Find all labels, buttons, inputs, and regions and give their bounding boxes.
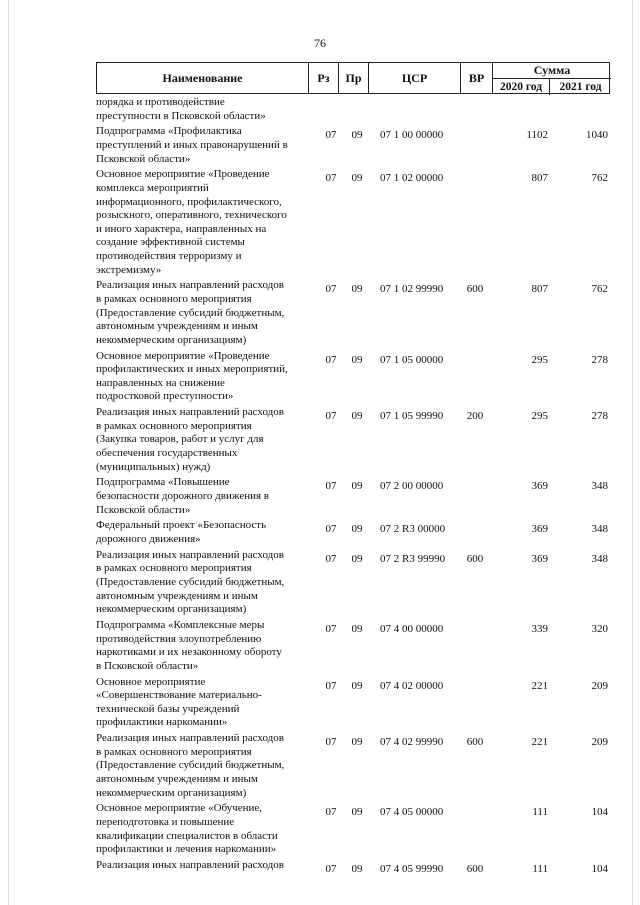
row-csr: 07 4 05 00000 [380, 806, 444, 819]
row-sum-2020: 1102 [526, 129, 548, 142]
row-name-line: в рамках основного мероприятия [96, 292, 252, 305]
row-name-line: подростковой преступности» [96, 390, 234, 403]
row-sum-2021: 278 [591, 410, 608, 423]
row-pr: 09 [351, 129, 363, 142]
row-rz: 07 [325, 552, 337, 565]
row-name-line: в Псковской области» [96, 659, 199, 672]
row-sum-2020: 339 [531, 623, 548, 635]
row-sum-2020: 111 [532, 806, 548, 819]
row-sum-2020: 111 [532, 863, 548, 875]
row-name-line: противодействия терроризму и [96, 249, 242, 262]
row-name-line: порядка и противодействие [96, 96, 225, 108]
row-name-line: квалификации специалистов в области [96, 829, 278, 842]
row-name-line: Реализация иных направлений расходов [96, 279, 284, 292]
row-rz: 07 [325, 353, 337, 366]
row-pr: 09 [351, 552, 363, 565]
header-csr: ЦСР [369, 63, 461, 93]
page-number: 76 [314, 36, 326, 50]
row-name-line: Подпрограмма «Повышение [96, 476, 230, 489]
row-sum-2020: 295 [531, 410, 548, 423]
row-name-line: автономным учреждениям и иным [96, 320, 258, 333]
row-sum-2021: 320 [591, 623, 608, 635]
row-name-line: (Предоставление субсидий бюджетным, [96, 575, 285, 588]
row-name-line: Псковской области» [96, 152, 191, 165]
row-sum-2020: 295 [531, 353, 548, 366]
row-csr: 07 2 R3 00000 [380, 523, 446, 536]
row-sum-2021: 348 [591, 480, 608, 493]
row-rz: 07 [325, 129, 337, 142]
row-pr: 09 [351, 283, 363, 296]
header-year-2020: 2020 год [493, 79, 550, 95]
row-pr: 09 [351, 623, 363, 635]
row-vr: 600 [466, 863, 484, 875]
row-name-line: дорожного движения» [96, 532, 201, 545]
header-sum: Сумма [493, 63, 611, 79]
row-pr: 09 [351, 736, 363, 749]
row-name-line: Реализация иных направлений расходов [96, 732, 284, 745]
row-rz: 07 [325, 410, 337, 423]
row-rz: 07 [325, 806, 337, 819]
row-name-line: (муниципальных) нужд) [96, 460, 211, 473]
row-name-line: Реализация иных направлений расходов [96, 859, 284, 871]
row-rz: 07 [325, 863, 337, 875]
row-name-line: безопасности дорожного движения в [96, 489, 269, 502]
row-name-line: противодействия злоупотреблению [96, 632, 262, 645]
row-sum-2021: 762 [591, 283, 608, 296]
row-vr: 600 [466, 552, 484, 565]
row-sum-2020: 221 [531, 679, 548, 692]
row-sum-2021: 1040 [586, 129, 608, 142]
row-name-line: розыскного, оперативного, технического [96, 209, 287, 222]
row-pr: 09 [351, 480, 363, 493]
row-sum-2021: 348 [591, 552, 608, 565]
row-name-line: Реализация иных направлений расходов [96, 548, 284, 561]
row-name-line: профилактики наркомании» [96, 716, 228, 729]
row-csr: 07 4 00 00000 [380, 623, 444, 635]
row-name-line: Федеральный проект «Безопасность [96, 519, 267, 532]
row-sum-2021: 348 [591, 523, 608, 536]
header-year-2021: 2021 год [559, 81, 602, 93]
row-name-line: некоммерческим организациям) [96, 786, 247, 799]
row-name-line: технической базы учреждений [96, 702, 240, 715]
header-pr: Пр [339, 63, 369, 93]
row-name-line: создание эффективной системы [96, 236, 245, 249]
row-name-line: экстремизму» [96, 263, 162, 276]
row-rz: 07 [325, 172, 337, 185]
row-name-line: (Предоставление субсидий бюджетным, [96, 306, 285, 319]
row-csr: 07 1 05 00000 [380, 353, 444, 366]
header-name: Наименование [97, 63, 309, 93]
row-rz: 07 [325, 679, 337, 692]
row-name-line: профилактических и иных мероприятий, [96, 363, 288, 376]
row-name-line: Подпрограмма «Профилактика [96, 125, 242, 138]
row-name-line: Реализация иных направлений расходов [96, 406, 284, 419]
row-csr: 07 4 02 99990 [380, 736, 444, 749]
row-vr: 600 [466, 736, 484, 749]
row-sum-2020: 807 [531, 283, 548, 296]
row-csr: 07 1 02 00000 [380, 172, 444, 185]
row-csr: 07 2 R3 99990 [380, 552, 446, 565]
row-name-line: Основное мероприятие [96, 675, 206, 688]
row-sum-2020: 369 [531, 523, 548, 536]
row-name-line: информационного, профилактического, [96, 195, 282, 208]
row-rz: 07 [325, 283, 337, 296]
row-pr: 09 [351, 523, 363, 536]
row-pr: 09 [351, 806, 363, 819]
row-name-line: в рамках основного мероприятия [96, 745, 252, 758]
row-name-line: (Закупка товаров, работ и услуг для [96, 433, 264, 446]
row-csr: 07 1 00 00000 [380, 129, 444, 142]
row-sum-2021: 104 [591, 806, 608, 819]
row-rz: 07 [325, 480, 337, 493]
row-name-line: «Совершенствование материально- [96, 689, 262, 702]
row-name-line: Основное мероприятие «Проведение [96, 168, 270, 181]
row-name-line: автономным учреждениям и иным [96, 589, 258, 602]
row-name-line: профилактики и лечения наркомании» [96, 843, 277, 856]
row-name-line: преступности в Псковской области» [96, 109, 266, 122]
row-name-line: комплекса мероприятий [96, 181, 209, 194]
row-csr: 07 4 05 99990 [380, 863, 444, 875]
row-name-line: Псковской области» [96, 503, 191, 516]
row-pr: 09 [351, 679, 363, 692]
row-name-line: обеспечения государственных [96, 446, 238, 459]
row-sum-2021: 762 [591, 172, 608, 185]
row-csr: 07 1 05 99990 [380, 410, 444, 423]
row-pr: 09 [351, 353, 363, 366]
row-name-line: преступлений и иных правонарушений в [96, 138, 288, 151]
row-pr: 09 [351, 863, 363, 875]
row-sum-2020: 369 [531, 480, 548, 493]
row-vr: 200 [466, 410, 484, 423]
row-rz: 07 [325, 523, 337, 536]
row-sum-2021: 104 [591, 863, 608, 875]
row-name-line: переподготовка и повышение [96, 815, 235, 828]
row-sum-2020: 369 [531, 552, 548, 565]
row-name-line: и иного характера, направленных на [96, 222, 267, 235]
row-rz: 07 [325, 736, 337, 749]
row-sum-2021: 278 [591, 353, 608, 366]
row-name-line: в рамках основного мероприятия [96, 419, 252, 432]
row-name-line: в рамках основного мероприятия [96, 562, 252, 575]
header-vr: ВР [461, 63, 493, 93]
row-name-line: некоммерческим организациям) [96, 333, 247, 346]
row-name-line: Основное мероприятие «Обучение, [96, 802, 263, 815]
row-sum-2020: 807 [531, 172, 548, 185]
table-header [96, 62, 610, 94]
row-csr: 07 2 00 00000 [380, 480, 444, 493]
row-sum-2021: 209 [591, 736, 608, 749]
row-csr: 07 4 02 00000 [380, 679, 444, 692]
row-sum-2020: 221 [531, 736, 548, 749]
row-name-line: Основное мероприятие «Проведение [96, 349, 270, 362]
row-name-line: некоммерческим организациям) [96, 603, 247, 616]
row-pr: 09 [351, 172, 363, 185]
row-rz: 07 [325, 623, 337, 635]
row-csr: 07 1 02 99990 [380, 283, 444, 296]
row-sum-2021: 209 [591, 679, 608, 692]
row-vr: 600 [466, 283, 484, 296]
row-pr: 09 [351, 410, 363, 423]
header-rz: Рз [309, 63, 339, 93]
row-name-line: наркотиками и их незаконному обороту [96, 646, 282, 659]
row-name-line: автономным учреждениям и иным [96, 772, 258, 785]
row-name-line: Подпрограмма «Комплексные меры [96, 619, 265, 631]
row-name-line: направленных на снижение [96, 376, 225, 389]
row-name-line: (Предоставление субсидий бюджетным, [96, 759, 285, 772]
